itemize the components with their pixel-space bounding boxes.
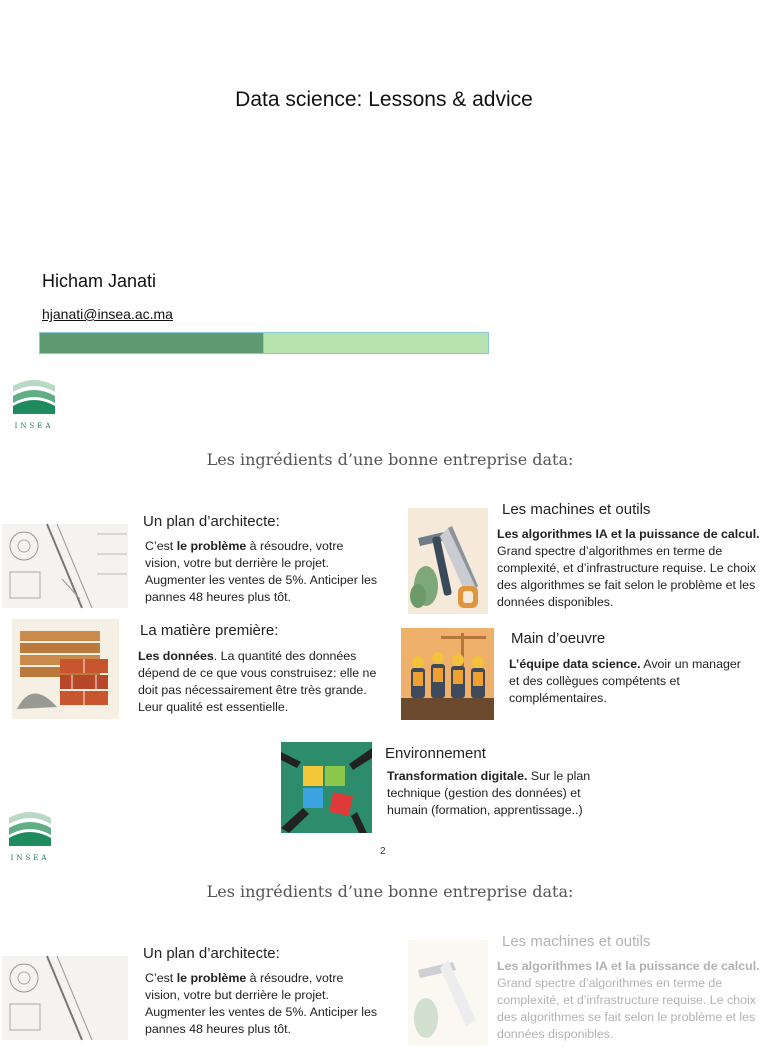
machines-title-2: Les machines et outils bbox=[502, 933, 651, 950]
plan-text-2: C’est le problème à résoudre, votre vision, votre but derrière le projet. Augmenter les ventes de 5%. Anticiper les pannes 48 heures plus tôt. bbox=[145, 971, 378, 1036]
progress-bar-remaining bbox=[264, 332, 489, 354]
author-email-link[interactable]: hjanati@insea.ac.ma bbox=[42, 306, 173, 322]
construction-workers-icon bbox=[401, 628, 494, 720]
insea-logo-text: INSEA bbox=[14, 422, 54, 430]
machines-title: Les machines et outils bbox=[502, 501, 651, 518]
insea-logo-text: INSEA bbox=[10, 854, 50, 862]
main-title: Main d’oeuvre bbox=[511, 630, 606, 647]
slide3-heading: Les ingrédients d’une bonne entreprise data: bbox=[206, 882, 574, 901]
page-number: 2 bbox=[380, 846, 386, 857]
plan-text: C’est le problème à résoudre, votre vision, votre but derrière le projet. Augmenter les ventes de 5%. Anticiper les pannes 48 heures plus tôt. bbox=[145, 539, 378, 604]
bricks-icon bbox=[12, 619, 119, 719]
hammer-saw-icon bbox=[408, 508, 488, 614]
insea-logo-2 bbox=[6, 808, 54, 862]
hammer-saw-icon bbox=[408, 940, 488, 1046]
insea-logo-icon bbox=[6, 808, 54, 848]
env-text: Transformation digitale. Sur le plan technique (gestion des données) et humain (formation, apprentissage..) bbox=[387, 769, 591, 817]
blueprint-image-2 bbox=[2, 956, 128, 1024]
puzzle-icon bbox=[281, 742, 372, 833]
tools-image-2 bbox=[408, 940, 488, 1024]
slide2-heading: Les ingrédients d’une bonne entreprise data: bbox=[206, 450, 574, 469]
puzzle-image bbox=[281, 742, 372, 833]
author-name: Hicham Janati bbox=[42, 271, 157, 291]
blueprint-icon bbox=[2, 524, 128, 608]
bricks-image bbox=[12, 619, 119, 719]
main-text: L’équipe data science. Avoir un manager et des collègues compétents et complémentaires. bbox=[509, 657, 741, 705]
progress-bar-filled bbox=[39, 332, 264, 354]
plan-title-2: Un plan d’architecte: bbox=[143, 945, 280, 962]
tools-image bbox=[408, 508, 488, 614]
blueprint-image bbox=[2, 524, 128, 608]
matiere-text: Les données. La quantité des données dépend de ce que vous construisez: elle ne doit pas nécessairement être très grande. Leur qualité est essentielle. bbox=[138, 649, 377, 714]
blueprint-icon bbox=[2, 956, 128, 1040]
progress-bar bbox=[39, 332, 489, 354]
matiere-title: La matière première: bbox=[140, 622, 279, 639]
insea-logo-icon bbox=[10, 376, 58, 416]
insea-logo bbox=[10, 376, 58, 430]
slide-title: Data science: Lessons & advice bbox=[235, 88, 533, 111]
machines-text: Les algorithmes IA et la puissance de calcul. Grand spectre d’algorithmes en terme de complexité, et d’infrastructure requise. Le choix des algorithmes se fait selon le problème et les données disponibles. bbox=[497, 527, 760, 609]
workers-image bbox=[401, 628, 494, 720]
plan-title: Un plan d’architecte: bbox=[143, 513, 280, 530]
env-title: Environnement bbox=[385, 745, 486, 762]
machines-text-2: Les algorithmes IA et la puissance de calcul. Grand spectre d’algorithmes en terme de complexité, et d’infrastructure requise. Le choix des algorithmes se fait selon le problème et les données disponibles. bbox=[497, 959, 760, 1041]
